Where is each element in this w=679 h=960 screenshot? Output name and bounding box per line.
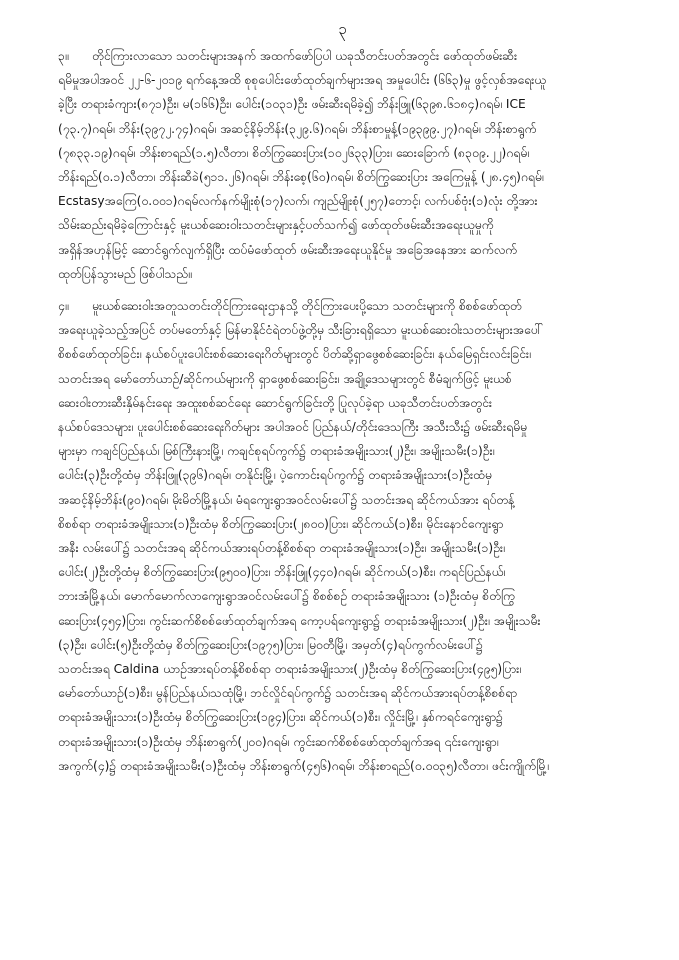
paragraph-line: တရားခံအမျိုးသား(၁)ဦးထံမှ စိတ်ကြွဆေးပြား(၁၉၄)ပြား၊ ဆိုင်ကယ်(၁)စီး၊ လှိုင်းမြို့၊ နှစ်ကရင်ကျေးရွာ၌ [58, 710, 503, 725]
paragraph-line: ပေါင်း(၃)ဦးတို့ထံမှ ဘိန်းဖြူ(၃၉၆)ဂရမ်၊ တနိုင်းမြို့၊ ပဲ့ကောင်းရပ်ကွက်၌ တရားခံအမျိုးသား(၁)ဦးထံမှ [58, 468, 492, 483]
paragraph-line [58, 294, 627, 318]
paragraph-line: အနီး လမ်းပေါ်၌ သတင်းအရ ဆိုင်ကယ်အားရပ်တန့်စိစစ်ရာ တရားခံအမျိုးသား(၁)ဦး၊ အမျိုးသမီး(၁)ဦး၊ [58, 541, 505, 556]
paragraph-line: (၃)ဦး၊ ပေါင်း(၅)ဦးတို့ထံမှ စိတ်ကြွဆေးပြား(၁၉၇၅)ပြား၊ မြဝတီမြို့၊ အမှတ်(၄)ရပ်ကွက်လမ်းပေါ်၌ [58, 637, 483, 652]
paragraph-line: (၇၃.၇)ဂရမ်၊ ဘိန်း(၃၉၇၂.၇၄)ဂရမ်၊ အဆင့်နိမ့်ဘိန်း(၃၂၉.၆)ဂရမ်၊ ဘိန်းစာမှုန့်(၁၉၃၉၉.၂၇)ဂရမ်၊ ဘိန်းစာရွက် [58, 121, 537, 136]
paragraph-line: ဆေးဝါးတားဆီးနှိမ်နင်းရေး အထူးစစ်ဆင်ရေး ဆောင်ရွက်ခြင်းတို့ ပြုလုပ်ခဲ့ရာ ယခုသီတင်းပတ်အတွင်း [58, 395, 492, 410]
paragraph-line: အရှိန်အဟုန်မြင့် ဆောင်ရွက်လျက်ရှိပြီး ထပ်မံဖော်ထုတ် ဖမ်းဆီးအရေးယူနိုင်မှု အခြေအနေအား ဆက်လက် [58, 242, 518, 257]
paragraph-line: သတင်းအရ Caldina ယာဉ်အားရပ်တန့်စိစစ်ရာ တရားခံအမျိုးသား(၂)ဦးထံမှ စိတ်ကြွဆေးပြား(၄၉၅)ပြား၊ [58, 662, 522, 677]
paragraph-line [58, 44, 627, 68]
paragraph-line: ခဲ့ပြီး တရားခံကျား(၈၇၁)ဦး၊ မ(၁၆၆)ဦး၊ ပေါင်း(၁၀၃၁)ဦး ဖမ်းဆီးရမိခဲ့၍ ဘိန်းဖြူ(၆၃၉၈.၆၁၈၄)ဂရမ်၊ ICE [58, 97, 526, 112]
paragraph-line: များမှာ ကချင်ပြည်နယ်၊ မြစ်ကြီးနားမြို့၊ ကချင်စုရပ်ကွက်၌ တရားခံအမျိုးသား(၂)ဦး၊ အမျိုးသမီး(၁)ဦး၊ [58, 444, 495, 459]
paragraph-3 [58, 44, 627, 286]
paragraph-line: စိစစ်ဖော်ထုတ်ခြင်း၊ နယ်စပ်ပူးပေါင်းစစ်ဆေးရေးဂိတ်များတွင် ပိတ်ဆို့ရှာဖွေစစ်ဆေးခြင်း၊ နယ်မြေရှင်းလင်းခြင်း၊ [58, 347, 531, 362]
paragraph-line: ဘိန်းရည်(၀.၁)လီတာ၊ ဘိန်းဆီခဲ(၅၁၁.၂၆)ဂရမ်၊ ဘိန်းစေ့(၆၀)ဂရမ်၊ စိတ်ကြွဆေးပြား အကြေမှုန့် (၂၈.၄၅)ဂရမ်၊ [58, 170, 544, 185]
paragraph-line: (၇၈၃၃.၁၉)ဂရမ်၊ ဘိန်းစာရည်(၁.၅)လီတာ၊ စိတ်ကြွဆေးပြား(၁၀၂၆၃၃)ပြား၊ ဆေးခြောက် (၈၃၀၉.၂၂)ဂရမ်၊ [58, 145, 530, 160]
paragraph-number: ၄။ [58, 299, 69, 314]
paragraph-line: ဘားအံမြို့နယ်၊ မောက်မောက်လာကျေးရွာအဝင်လမ်းပေါ်၌ စိစစ်စဉ် တရားခံအမျိုးသား (၁)ဦးထံမှ စိတ်ကြွ [58, 589, 515, 604]
paragraph-4 [58, 294, 627, 778]
paragraph-line: အဆင့်နိမ့်ဘိန်း(၉၀)ဂရမ်၊ မိုးမိတ်မြို့နယ်၊ မံရကျေးရွာအဝင်လမ်းပေါ်၌ သတင်းအရ ဆိုင်ကယ်အား ရပ်တန့် [58, 492, 515, 507]
paragraph-line: ရမိမှုအပါအဝင် ၂၂-၆-၂၀၁၉ ရက်နေ့အထိ စုစုပေါင်းဖော်ထုတ်ချက်များအရ အမှုပေါင်း (၆၆၃)မှု ဖွင့်လှစ်အရေးယူ [58, 73, 547, 88]
paragraph-line: ဆေးပြား(၄၅၄)ပြား၊ ကွင်းဆက်စိစစ်ဖော်ထုတ်ချက်အရ ကော့ပရ်ကျေးရွာ၌ တရားခံအမျိုးသား(၂)ဦး၊ အမျိုးသမီး [58, 613, 541, 628]
paragraph-line: တရားခံအမျိုးသား(၁)ဦးထံမှ ဘိန်းစာရွက်(၂၀၀)ဂရမ်၊ ကွင်းဆက်စိစစ်ဖော်ထုတ်ချက်အရ ၎င်းကျေးရွာ၊ [58, 734, 499, 749]
line-text: မူးယစ်ဆေးဝါးအတူသတင်းတိုင်ကြားရေးဌာနသို့ တိုင်ကြားပေးပို့သော သတင်းများကို စိစစ်ဖော်ထုတ် [92, 299, 522, 314]
paragraph-line: နယ်စပ်ဒေသများ၊ ပူးပေါင်းစစ်ဆေးရေးဂိတ်များ အပါအဝင် ပြည်နယ်/တိုင်းဒေသကြီး အသီးသီး၌ ဖမ်းဆီးရမိမှု [58, 420, 528, 435]
paragraph-line: အကွက်(၄)၌ တရားခံအမျိုးသမီး(၁)ဦးထံမှ ဘိန်းစာရွက်(၄၅၆)ဂရမ်၊ ဘိန်းစာရည်(၀.၀၀၃၅)လီတာ၊ ဖင်းကျိုက်မြို့၊ [58, 758, 549, 773]
paragraph-line: မော်တော်ယာဉ်(၁)စီး၊ မွန်ပြည်နယ်၊သထုံမြို့၊ ဘင်လှိုင်ရပ်ကွက်၌ သတင်းအရ ဆိုင်ကယ်အားရပ်တန့်စိစစ်ရာ [58, 686, 518, 701]
paragraph-line: ပေါင်း(၂)ဦးတို့ထံမှ စိတ်ကြွဆေးပြား(၉၅၀၀)ပြား၊ ဘိန်းဖြူ(၄၄၀)ဂရမ်၊ ဆိုင်ကယ်(၁)စီး၊ ကရင်ပြည်နယ်၊ [58, 565, 506, 580]
line-text: တိုင်ကြားလာသော သတင်းများအနက် အထက်ဖော်ပြပါ ယခုသီတင်းပတ်အတွင်း ဖော်ထုတ်ဖမ်းဆီး [92, 49, 518, 63]
paragraph-line: စိစစ်ရာ တရားခံအမျိုးသား(၁)ဦးထံမှ စိတ်ကြွဆေးပြား(၂၈၀၀)ပြား၊ ဆိုင်ကယ်(၁)စီး၊ မိုင်းနောင်ကျေးရွာ [58, 516, 504, 531]
page-number: ၃ [338, 20, 347, 38]
paragraph-line: သိမ်းဆည်းရမိခဲ့ကြောင်းနှင့် မူးယစ်ဆေးဝါးသတင်းများနှင့်ပတ်သက်၍ ဖော်ထုတ်ဖမ်းဆီးအရေးယူမှုကို [58, 218, 494, 233]
paragraph-line: ထုတ်ပြန်သွားမည် ဖြစ်ပါသည်။ [58, 266, 192, 281]
paragraph-line: Ecstasyအကြေ(၀.၀၀၁)ဂရမ်လက်နက်မျိုးစုံ(၁၇)လက်၊ ကျည်မျိုးစုံ(၂၅၇)တောင့်၊ လက်ပစ်ဗုံး(၁)လုံး တို့အား [58, 194, 538, 209]
paragraph-number: ၃။ [58, 49, 69, 63]
paragraph-line: အရေးယူခဲ့သည့်အပြင် တပ်မတော်နှင့် မြန်မာနိုင်ငံရဲတပ်ဖွဲ့တို့မှ သီးခြားရရှိသော မူးယစ်ဆေးဝါးသတင်းများအပေါ် [58, 323, 544, 338]
paragraph-line: သတင်းအရ မော်တော်ယာဉ်/ဆိုင်ကယ်များကို ရှာဖွေစစ်ဆေးခြင်း၊ အချို့ဒေသများတွင် စီမံချက်ဖြင့် မူးယစ် [58, 371, 512, 386]
